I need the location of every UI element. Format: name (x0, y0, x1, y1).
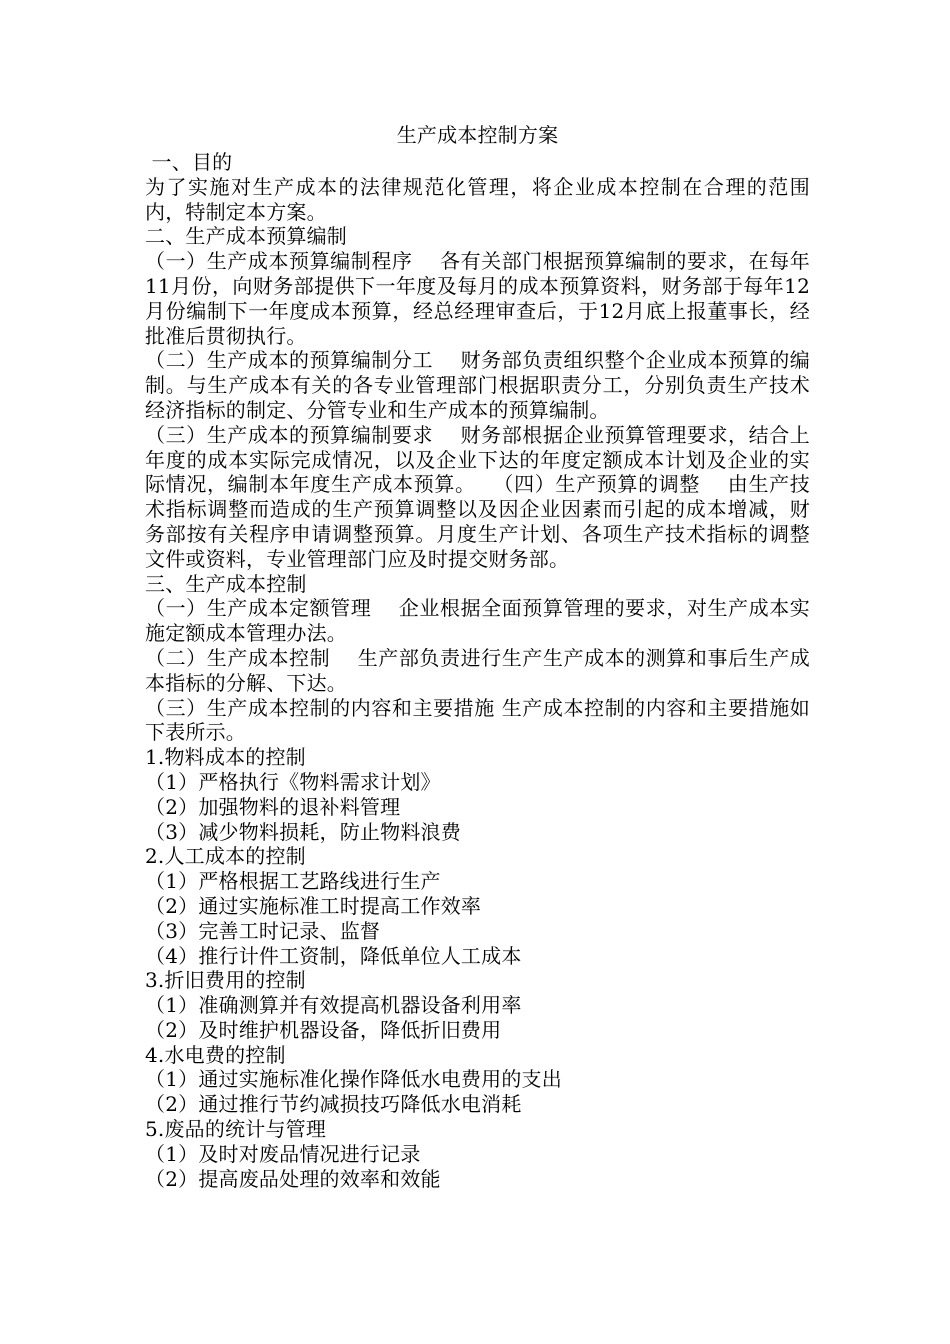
list-item: （1）准确测算并有效提高机器设备利用率 (145, 993, 522, 1018)
list-item: （1）严格执行《物料需求计划》 (145, 769, 441, 794)
paragraph: （二）生产成本的预算编制分工 财务部负责组织整个企业成本预算的编制。与生产成本有关的各专业管理部门根据职责分工，分别负责生产技术经济指标的制定、分管专业和生产成本的预算编制。 (145, 348, 810, 422)
paragraph: （二）生产成本控制 生产部负责进行生产生产成本的测算和事后生产成本指标的分解、下达。 (145, 645, 810, 695)
document-body (145, 150, 810, 1191)
section-heading: 三、生产成本控制 (145, 571, 307, 596)
list-item: （2）通过推行节约减损技巧降低水电消耗 (145, 1092, 522, 1117)
paragraph: （三）生产成本的预算编制要求 财务部根据企业预算管理要求，结合上年度的成本实际完成情况，以及企业下达的年度定额成本计划及企业的实际情况，编制本年度生产成本预算。 （四）生产预算的调整 由生产技术指标调整而造成的生产预算调整以及因企业因素而引起的成本增减，财务部按有关程序申请调整预算。月度生产计划、各项生产技术指标的调整文件或资料，专业管理部门应及时提交财务部。 (145, 422, 810, 571)
list-item: （2）通过实施标准工时提高工作效率 (145, 893, 482, 918)
paragraph: 为了实施对生产成本的法律规范化管理，将企业成本控制在合理的范围内，特制定本方案。 (145, 174, 810, 224)
list-item: （3）减少物料损耗，防止物料浪费 (145, 819, 461, 844)
paragraph: 一、目的 (145, 150, 233, 174)
list-item: （3）完善工时记录、监督 (145, 918, 381, 943)
document-page (145, 122, 810, 1191)
list-item: （1）严格根据工艺路线进行生产 (145, 869, 441, 894)
list-heading: 4.水电费的控制 (145, 1042, 286, 1067)
list-item: （1）通过实施标准化操作降低水电费用的支出 (145, 1067, 562, 1092)
list-item: （4）推行计件工资制，降低单位人工成本 (145, 943, 522, 968)
list-item: （2）加强物料的退补料管理 (145, 794, 401, 819)
list-heading: 2.人工成本的控制 (145, 844, 306, 869)
paragraph: （一）生产成本预算编制程序 各有关部门根据预算编制的要求，在每年11月份，向财务部提供下一年度及每月的成本预算资料，财务部于每年12月份编制下一年度成本预算，经总经理审查后，于12月底上报董事长，经批准后贯彻执行。 (145, 249, 810, 348)
list-item: （2）及时维护机器设备，降低折旧费用 (145, 1017, 502, 1042)
section-heading: 二、生产成本预算编制 (145, 224, 347, 249)
list-item: （1）及时对废品情况进行记录 (145, 1141, 421, 1166)
document-title: 生产成本控制方案 (396, 123, 559, 147)
list-item: （2）提高废品处理的效率和效能 (145, 1166, 441, 1191)
paragraph: （三）生产成本控制的内容和主要措施 生产成本控制的内容和主要措施如下表所示。 (145, 695, 810, 745)
list-heading: 5.废品的统计与管理 (145, 1117, 327, 1142)
list-heading: 1.物料成本的控制 (145, 745, 306, 770)
paragraph: （一）生产成本定额管理 企业根据全面预算管理的要求，对生产成本实施定额成本管理办法。 (145, 596, 810, 646)
list-heading: 3.折旧费用的控制 (145, 968, 306, 993)
